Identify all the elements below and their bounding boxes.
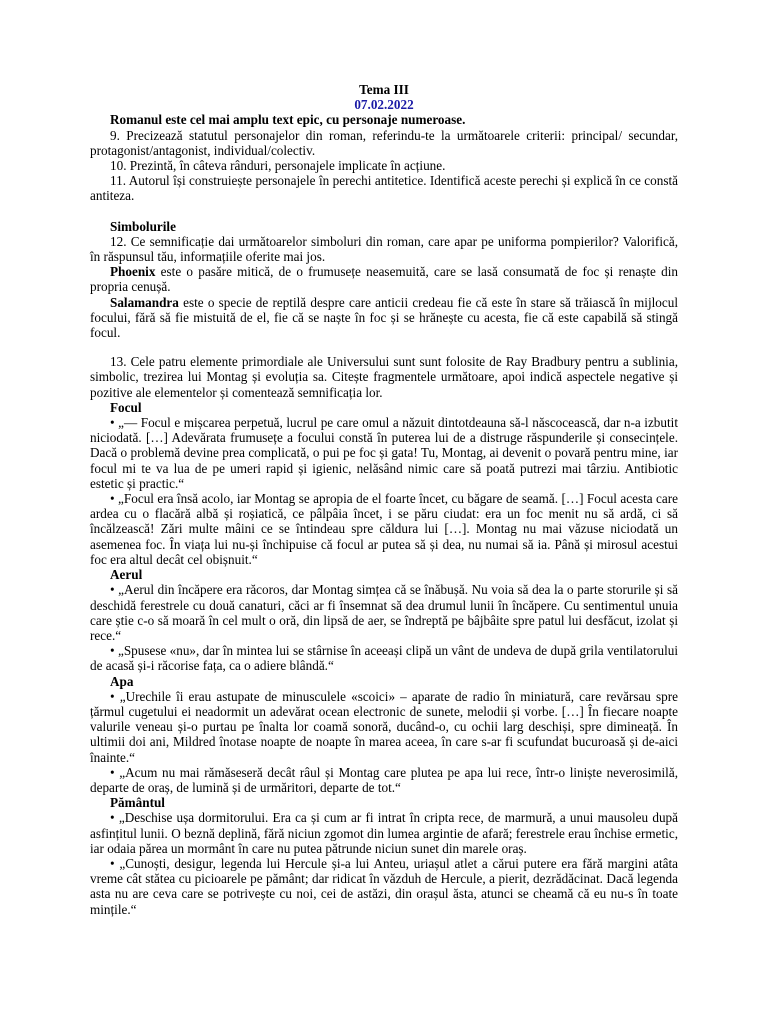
phoenix-term: Phoenix xyxy=(110,264,156,280)
salamandra-text: este o specie de reptilă despre care anticii credeau fie că este în stare să trăiască în mijlocul focului, fără să fie mistuită de el, fie că se naște în foc și se hrănește cu acesta, fie că este capabilă să stingă focul. xyxy=(90,294,678,341)
quote-pamantul-1: • „Deschise ușa dormitorului. Era ca și cum ar fi intrat în cripta rece, de marmură, a unui mausoleu după asfințitul lunii. O beznă deplină, fără niciun zgomot din lumea argintie de afară; ferestrele erau închise ermetic, iar odaia părea un mormânt în care nu putea pătrunde niciun sunet din marele oraș. xyxy=(90,810,678,856)
question-12: 12. Ce semnificație dai următoarelor simboluri din roman, care apar pe uniforma pompierilor? Valorifică, în răspunsul tău, informațiile oferite mai jos. xyxy=(90,233,678,265)
document-page xyxy=(90,82,678,917)
question-13: 13. Cele patru elemente primordiale ale Universului sunt sunt folosite de Ray Bradbury pentru a sublinia, simbolic, trezirea lui Montag și evoluția sa. Citește fragmentele următoare, apoi indică aspectele negative și pozitive ale elementelor și comentează semnificația lor. xyxy=(90,354,678,400)
phoenix-text: este o pasăre mitică, de o frumusețe neasemuită, care se lasă consumată de foc și renaște din propria cenușă. xyxy=(90,264,678,295)
quote-apa-1: • „Urechile îi erau astupate de minusculele «scoici» – aparate de radio în miniatură, care revărsau spre țărmul cugetului ei neadormit un adevărat ocean electronic de sunete, melodii și vorbe. […] În fiecare noapte valurile veneau și-o purtau pe înalta lor coamă sonoră, ducând-o, cu ochii larg deschiși, spre dimineață. În ultimii doi ani, Mildred înotase noapte de noapte în marea aceea, în care s-ar fi scufundat bucuroasă și de-aici înainte.“ xyxy=(90,688,678,765)
heading-focul: Focul xyxy=(110,399,142,415)
intro-statement: Romanul este cel mai amplu text epic, cu personaje numeroase. xyxy=(110,112,466,128)
phoenix-definition xyxy=(90,264,678,294)
section-heading-simboluri: Simbolurile xyxy=(110,218,176,234)
quote-focul-1: • „— Focul e mișcarea perpetuă, lucrul pe care omul a năzuit dintotdeauna să-l născocească, dar n-a izbutit niciodată. […] Adevărata frumusețe a focului constă în puterea lui de a distruge răspunderile și consecințele. Dacă o problemă devine prea complicată, o pui pe foc și gata! Tu, Montag, ai devenit o povară pentru mine, iar focul mi te va lua de pe umeri rapid și igienic, nelăsând nimic care să poată putrezi mai târziu. Antibiotic estetic și practic.“ xyxy=(90,415,678,491)
question-11: 11. Autorul își construiește personajele în perechi antitetice. Identifică aceste perechi și explică în ce constă antiteza. xyxy=(90,173,678,204)
quote-pamantul-2: • „Cunoști, desigur, legenda lui Hercule și-a lui Anteu, uriașul atlet a cărui putere era fără margini atâta vreme cât stătea cu picioarele pe pământ; dar ridicat în văzduh de Hercule, a pierit, dezrădăcinat. Dacă legenda asta nu are ceva care se potrivește cu noi, cei de astăzi, din orașul ăsta, atunci se cheamă că eu nu-s în toate mințile.“ xyxy=(90,855,678,917)
quote-focul-2: • „Focul era însă acolo, iar Montag se apropia de el foarte încet, cu băgare de seamă. […] Focul acesta care ardea cu o flacără albă și roșiatică, ce pâlpâia încet, i se păru ciudat: era un foc menit nu să ardă, ci să încălzească! Zări multe mâini ce se întindeau spre căldura lui […]. Montag nu mai văzuse niciodată un asemenea foc. În viața lui nu-și închipuise că focul ar putea să și dea, nu numai să ia. Până și mirosul acestui foc era altul decât cel obișnuit.“ xyxy=(90,491,678,567)
salamandra-definition xyxy=(90,295,678,341)
heading-apa: Apa xyxy=(110,673,134,689)
question-10: 10. Prezintă, în câteva rânduri, personajele implicate în acțiune. xyxy=(110,158,446,174)
document-title: Tema III xyxy=(359,82,409,97)
question-9: 9. Precizează statutul personajelor din roman, referindu-te la următoarele criterii: principal/ secundar, protagonist/antagonist, individual/colectiv. xyxy=(90,127,678,158)
salamandra-term: Salamandra xyxy=(110,294,179,310)
quote-apa-2: • „Acum nu mai rămăseseră decât râul și Montag care plutea pe apa lui rece, într-o liniște neverosimilă, departe de oraș, de lumină și de urmăritori, departe de tot.“ xyxy=(90,764,678,795)
quote-aerul-1: • „Aerul din încăpere era răcoros, dar Montag simțea că se înăbușă. Nu voia să dea la o parte storurile și să deschidă ferestrele cu două canaturi, căci ar fi însemnat să dea drumul lunii în încăpere. Cu sentimentul unuia care știe c-o să moară în cel mult o oră, din lipsă de aer, se îndreptă pe bâjbâite spre patul lui desfăcut, izolat și rece.“ xyxy=(90,582,678,643)
heading-aerul: Aerul xyxy=(110,567,143,583)
heading-pamantul: Pământul xyxy=(110,795,165,811)
document-date: 07.02.2022 xyxy=(354,97,414,113)
quote-aerul-2: • „Spusese «nu», dar în mintea lui se stârnise în aceeași clipă un vânt de undeva de după grila ventilatorului de acasă și-i răcorise fața, ca o adiere blândă.“ xyxy=(90,643,678,674)
